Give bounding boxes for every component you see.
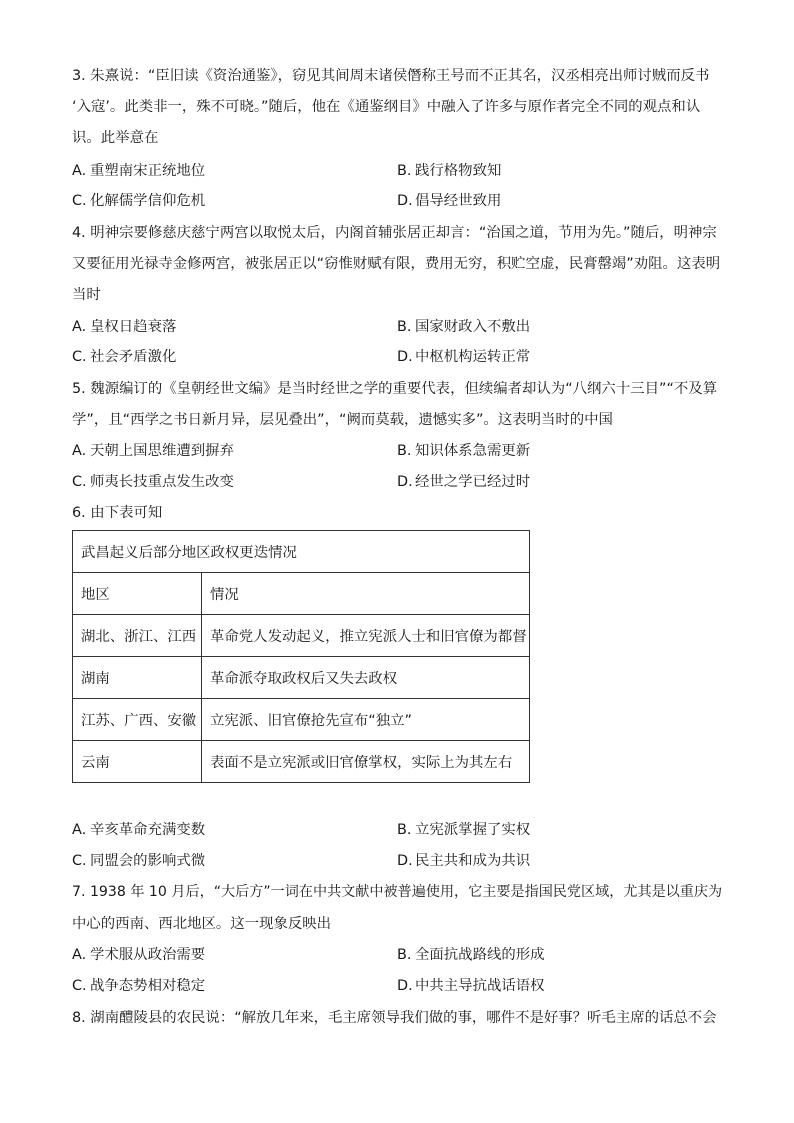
q7-stem-line-2: 中心的西南、西北地区。这一现象反映出	[72, 916, 332, 932]
q7-option-b: B. 全面抗战路线的形成	[397, 947, 545, 963]
q4-option-b: B. 国家财政入不敷出	[397, 319, 531, 335]
table-cell-region: 湖北、浙江、江西	[73, 615, 202, 657]
table-cell-region: 云南	[73, 741, 202, 783]
q3-stem-line-3: 识。此举意在	[72, 130, 159, 146]
q4-stem-line-3: 当时	[72, 287, 101, 303]
table-row	[73, 741, 530, 783]
q3-stem-line-1: 3. 朱熹说：“臣旧读《资治通鉴》，窃见其间周末诸侯僭称王号而不正其名，汉丞相亮出师讨贼而反书	[72, 68, 710, 84]
table-cell-situation: 革命党人发动起义，推立宪派人士和旧官僚为都督	[202, 615, 530, 657]
table-row	[73, 699, 530, 741]
q7-option-a: A. 学术服从政治需要	[72, 947, 206, 963]
table-cell-region: 江苏、广西、安徽	[73, 699, 202, 741]
q3-stem-line-2: ‘入寇’。此类非一，殊不可晓。”随后，他在《通鉴纲目》中融入了许多与原作者完全不同的观点和认	[72, 99, 701, 115]
table-cell-region: 湖南	[73, 657, 202, 699]
q6-option-b: B. 立宪派掌握了实权	[397, 822, 531, 838]
q6-option-a: A. 辛亥革命充满变数	[72, 822, 206, 838]
q3-option-b: B. 践行格物致知	[397, 163, 502, 179]
table-cell-situation: 表面不是立宪派或旧官僚掌权，实际上为其左右	[202, 741, 530, 783]
q6-stem: 6. 由下表可知	[72, 505, 163, 521]
q5-stem-line-1: 5. 魏源编订的《皇朝经世文编》是当时经世之学的重要代表，但续编者却认为“八纲六十三目”“不及算	[72, 381, 718, 397]
table-row	[73, 657, 530, 699]
q5-option-a: A. 天朝上国思维遭到摒弃	[72, 443, 234, 459]
q6-option-d: D. 民主共和成为共识	[397, 853, 531, 869]
table-row	[73, 615, 530, 657]
q6-option-c: C. 同盟会的影响式微	[72, 853, 206, 869]
q3-option-d: D. 倡导经世致用	[397, 193, 502, 209]
q4-stem-line-1: 4. 明神宗要修慈庆慈宁两宫以取悦太后，内阁首辅张居正却言：“治国之道，节用为先。”随后，明神宗	[72, 225, 717, 241]
table-cell-situation: 立宪派、旧官僚抢先宣布“独立”	[202, 699, 530, 741]
q7-stem-line-1: 7. 1938 年 10 月后，“大后方”一词在中共文献中被普遍使用，它主要是指国民党区域，尤其是以重庆为	[72, 884, 723, 900]
q8-stem-line-1: 8. 湖南醴陵县的农民说：“解放几年来，毛主席领导我们做的事，哪件不是好事？听毛主席的话总不会	[72, 1010, 717, 1026]
q5-stem-line-2: 学”，且“西学之书日新月异，层见叠出”，“阙而莫载，遗憾实多”。这表明当时的中国	[72, 412, 613, 428]
table-header-row	[73, 573, 530, 615]
q3-option-c: C. 化解儒学信仰危机	[72, 193, 206, 209]
table-cell-situation: 革命派夺取政权后又失去政权	[202, 657, 530, 699]
table-header-situation: 情况	[202, 573, 530, 615]
q4-option-a: A. 皇权日趋衰落	[72, 319, 177, 335]
q5-option-c: C. 师夷长技重点发生改变	[72, 474, 234, 490]
q4-option-c: C. 社会矛盾激化	[72, 349, 177, 365]
q7-option-c: C. 战争态势相对稳定	[72, 978, 206, 994]
q5-option-d: D. 经世之学已经过时	[397, 474, 531, 490]
q4-stem-line-2: 又要征用光禄寺金修两宫，被张居正以“窃惟财赋有限，费用无穷，积贮空虚，民膏罄竭”劝阻。这表明	[72, 256, 721, 272]
q3-option-a: A. 重塑南宋正统地位	[72, 163, 206, 179]
regime-change-table	[72, 530, 530, 783]
q7-option-d: D. 中共主导抗战话语权	[397, 978, 545, 994]
table-title-row	[73, 531, 530, 573]
q4-option-d: D. 中枢机构运转正常	[397, 349, 531, 365]
table-header-region: 地区	[73, 573, 202, 615]
table-title: 武昌起义后部分地区政权更迭情况	[73, 531, 530, 573]
q5-option-b: B. 知识体系急需更新	[397, 443, 531, 459]
